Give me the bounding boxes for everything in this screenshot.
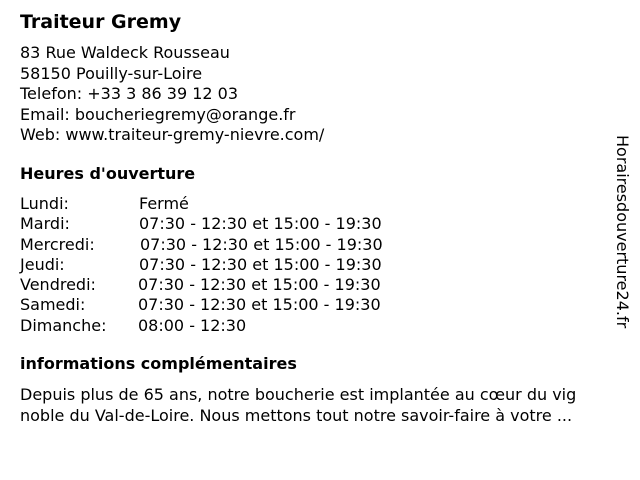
day-hours: 08:00 - 12:30 [138,315,247,335]
opening-hours-heading: Heures d'ouverture [20,164,196,183]
day-label: Mercredi: [20,234,95,254]
day-hours: 07:30 - 12:30 et 15:00 - 19:30 [139,254,382,274]
day-hours: 07:30 - 12:30 et 15:00 - 19:30 [140,234,383,254]
day-hours: 07:30 - 12:30 et 15:00 - 19:30 [139,214,382,234]
day-label: Mardi: [20,214,70,234]
day-hours: Fermé [139,194,189,213]
day-hours: 07:30 - 12:30 et 15:00 - 19:30 [138,295,381,315]
watermark: Horairesdouverture24.fr [613,135,632,329]
additional-info-text [20,384,630,426]
city-address: 58150 Pouilly-sur-Loire [20,63,203,83]
day-label: Dimanche: [20,315,107,335]
description-line: noble du Val-de-Loire. Nous mettons tout notre savoir-faire à votre ... [20,406,573,425]
day-label: Lundi: [20,194,69,213]
website-line: Web: www.traiteur-gremy-nievre.com/ [20,125,325,144]
additional-info-heading: informations complémentaires [20,354,297,373]
description-line: Depuis plus de 65 ans, notre boucherie est implantée au cœur du vig [20,385,577,404]
street-address: 83 Rue Waldeck Rousseau [20,43,230,62]
day-hours: 07:30 - 12:30 et 15:00 - 19:30 [138,275,381,295]
phone-line: Telefon: +33 3 86 39 12 03 [20,84,239,103]
day-label: Samedi: [20,295,86,315]
day-label: Vendredi: [20,275,96,295]
business-name: Traiteur Gremy [20,11,182,33]
address-block [20,43,324,146]
email-line: Email: boucheriegremy@orange.fr [20,104,296,124]
day-label: Jeudi: [20,254,65,274]
